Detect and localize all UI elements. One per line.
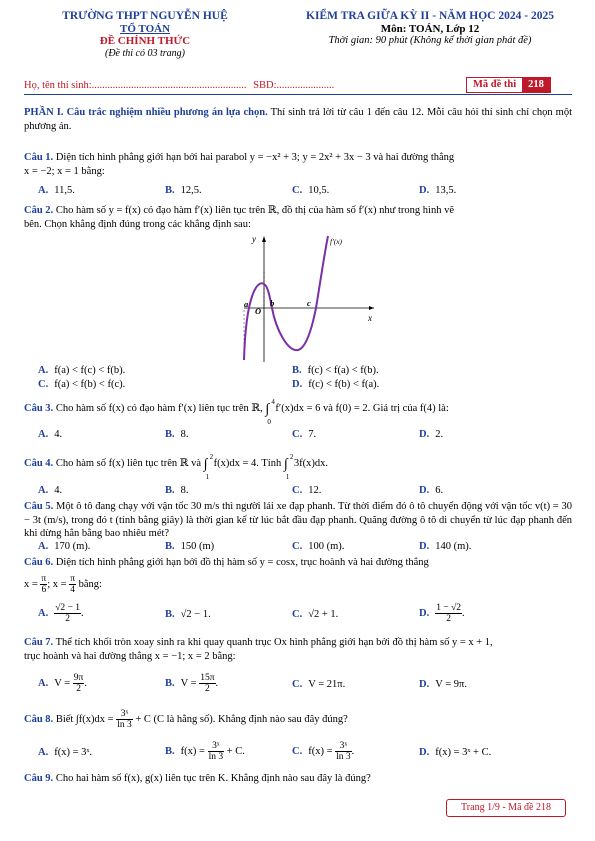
question-3: [24, 398, 572, 426]
option-text: 11,5.: [54, 185, 75, 196]
frac-num: π: [41, 574, 47, 585]
derivative-graph: [240, 232, 380, 366]
question-label: Câu 3.: [24, 403, 54, 414]
q7-option-b[interactable]: B. V = $\frac{15\pi}{2}$ .: [165, 673, 219, 695]
question-4: [24, 453, 572, 481]
y-axis-arrow: [262, 236, 266, 242]
frac-num: 3ˣ: [335, 741, 352, 752]
frac-den: 2: [65, 614, 70, 625]
frac-den: ln 3: [336, 752, 351, 763]
q6-option-c[interactable]: C. √2 + 1.: [292, 609, 339, 620]
point-a-label: a: [244, 299, 249, 309]
option-suffix: + C.: [224, 746, 245, 757]
fraction-pi-4: [69, 574, 76, 595]
q4-option-c[interactable]: C. 12.: [292, 485, 322, 496]
option-fraction: [435, 603, 462, 624]
integral-lower: 0: [267, 418, 271, 426]
y-axis-label: y: [252, 234, 256, 244]
question-text: Cho hai hàm số f(x), g(x) liên tục trên K. Khẳng định nào sau đây là đúng?: [53, 773, 371, 784]
q1-option-c[interactable]: C. 10,5.: [292, 185, 330, 196]
frac-num: π: [70, 574, 75, 585]
q6-option-d[interactable]: D. $\frac{1 - √2}{2}$ .: [419, 603, 465, 625]
question-text: Diện tích hình phẳng giới hạn bởi hai parabol y = −x² + 3; y = 2x² + 3x − 3 và hai đường thẳng: [53, 152, 455, 163]
q4-option-d[interactable]: D. 6.: [419, 485, 444, 496]
question-text-cont: + C (C là hằng số). Khẳng định nào sau đây đúng?: [132, 714, 348, 725]
x-axis-arrow: [369, 306, 374, 310]
frac-den: 2: [204, 684, 210, 695]
q2-option-d[interactable]: D. f(c) < f(b) < f(a).: [292, 379, 380, 390]
part1-heading: [24, 106, 572, 134]
exam-title: KIỂM TRA GIỮA KỲ II - NĂM HỌC 2024 - 2025: [306, 10, 554, 22]
option-text: 12.: [308, 485, 322, 496]
header-left: [30, 10, 260, 60]
integral-upper: 2: [289, 453, 294, 461]
option-text: 4.: [54, 429, 63, 440]
integral-sign: ∫ 4 0: [265, 402, 275, 418]
school-name: TRƯỜNG THPT NGUYỄN HUỆ: [62, 10, 228, 22]
integral-sign: ∫ 2 1: [204, 457, 214, 473]
q3-option-a[interactable]: A. 4.: [38, 429, 63, 440]
option-text: 10,5.: [308, 185, 330, 196]
question-text: Cho hàm số f(x) có đạo hàm f′(x) liên tục trên ℝ,: [53, 403, 266, 414]
frac-num: 3ˣ: [208, 741, 225, 752]
option-text: 12,5.: [180, 185, 202, 196]
exam-code-label: Mã đề thi: [473, 79, 517, 90]
frac-den: 2: [76, 684, 81, 695]
header-right: [280, 10, 580, 48]
frac-num: 9π: [73, 673, 84, 684]
q2-option-b[interactable]: B. f(c) < f(a) < f(b).: [292, 365, 379, 376]
q5-option-a[interactable]: A. 170 (m).: [38, 541, 91, 552]
question-1: [24, 151, 572, 179]
option-text: f(a) < f(b) < f(c).: [54, 379, 126, 390]
header-divider: [24, 94, 572, 95]
part1-instruction: Thí sinh trả lời từ câu 1 đến câu 12. Mỗi câu hỏi thí sinh chỉ chọn một phương án.: [24, 107, 572, 132]
option-fraction: [54, 603, 81, 624]
question-2: [24, 204, 572, 232]
question-text-cont: f′(x)dx = 6 và f(0) = 2. Giá trị của f(4) là:: [275, 403, 449, 414]
option-text: 7.: [308, 429, 317, 440]
candidate-sbd-label: SBD:......................: [253, 80, 335, 91]
q5-option-d[interactable]: D. 140 (m).: [419, 541, 472, 552]
x-equals: x =: [24, 579, 38, 590]
exam-subject: Môn: TOÁN, Lớp 12: [380, 22, 480, 35]
option-text: 140 (m).: [435, 541, 472, 552]
question-label: Câu 8.: [24, 714, 54, 725]
q2-option-c[interactable]: C. f(a) < f(b) < f(c).: [38, 379, 126, 390]
frac-den: ln 3: [117, 720, 132, 731]
frac-den: ln 3: [208, 752, 224, 763]
question-label: Câu 5.: [24, 501, 54, 512]
q6-option-b[interactable]: B. √2 − 1.: [165, 609, 211, 620]
question-text: Biết ∫f(x)dx =: [53, 714, 117, 725]
q3-option-d[interactable]: D. 2.: [419, 429, 444, 440]
option-text: V = 21π.: [308, 679, 346, 690]
q7-option-c[interactable]: C. V = 21π.: [292, 679, 346, 690]
question-text: Thể tích khối tròn xoay sinh ra khi quay quanh trục Ox hình phẳng giới hạn bởi đồ thị hàm số y = x + 1,: [53, 637, 493, 648]
question-text: Cho hàm số f(x) liên tục trên ℝ và: [53, 458, 204, 469]
derivative-curve: [244, 236, 328, 360]
q7-option-d[interactable]: D. V = 9π.: [419, 679, 467, 690]
point-c-label: c: [307, 298, 311, 308]
q6-option-a[interactable]: A. $\frac{√2 - 1}{2}$ .: [38, 603, 84, 625]
q8-option-a[interactable]: A. f(x) = 3ˣ.: [38, 747, 93, 758]
option-prefix: f(x) =: [180, 746, 205, 757]
part1-title: PHẦN I. Câu trắc nghiệm nhiều phương án lựa chọn.: [24, 107, 268, 118]
integral-sign: ∫ 2 1: [284, 457, 294, 473]
origin-label: O: [255, 306, 262, 316]
official-label: ĐỀ CHÍNH THỨC: [99, 35, 191, 47]
question-text: Một ô tô đang chạy với vận tốc 30 m/s thì người lái xe đạp phanh. Từ thời điểm đó ô tô chuyển động với vận tốc v(t) = 30 − 3t (m/s), trong đó t (tính bằng giây) là thời gian kể từ lúc bắt đầu đạp phanh. Quãng đường ô tô di chuyển từ lúc đạp phanh đến khi dừng hẳn bằng bao nhiêu mét?: [24, 501, 572, 539]
department: TỔ TOÁN: [119, 22, 171, 35]
option-prefix: f(x) =: [308, 746, 333, 757]
question-text: Diện tích hình phẳng giới hạn bởi đồ thị hàm số y = cosx, trục hoành và hai đường thẳng: [53, 557, 429, 568]
option-text: 13,5.: [435, 185, 457, 196]
question-6-cont: [24, 574, 572, 596]
frac-den: 2: [446, 614, 451, 625]
question-label: Câu 4.: [24, 458, 54, 469]
option-text: f(x) = 3ˣ.: [54, 747, 93, 758]
question-7: [24, 636, 572, 664]
frac-den: 6: [41, 585, 47, 596]
frac-num: 3ˣ: [116, 709, 133, 720]
integral-upper: 2: [209, 453, 214, 461]
question-text-end: 3f(x)dx.: [293, 458, 328, 469]
pages-note: (Đề thi có 03 trang): [105, 47, 185, 59]
option-text: 8.: [180, 429, 189, 440]
q8-option-d[interactable]: D. f(x) = 3ˣ + C.: [419, 747, 492, 758]
exam-code-box: [466, 77, 551, 93]
question-8: [24, 709, 572, 731]
q5-option-b[interactable]: B. 150 (m): [165, 541, 215, 552]
question-text: Cho hàm số y = f(x) có đạo hàm f′(x) liên tục trên ℝ, đồ thị của hàm số f′(x) như trong hình vẽ: [53, 205, 454, 216]
option-fraction: [335, 741, 352, 762]
option-text: 8.: [180, 485, 189, 496]
option-fraction: [199, 673, 215, 694]
frac-num: 1 − √2: [436, 603, 462, 614]
q1-option-d[interactable]: D. 13,5.: [419, 185, 457, 196]
q4-option-a[interactable]: A. 4.: [38, 485, 63, 496]
q1-option-b[interactable]: B. 12,5.: [165, 185, 202, 196]
option-text: 170 (m).: [54, 541, 91, 552]
option-text: f(c) < f(a) < f(b).: [307, 365, 379, 376]
question-label: Câu 2.: [24, 205, 54, 216]
integral-upper: 4: [271, 398, 275, 406]
exam-code-value: 218: [522, 78, 550, 92]
option-text: 2.: [435, 429, 444, 440]
option-fraction: [73, 673, 85, 694]
q1-option-a[interactable]: A. 11,5.: [38, 185, 75, 196]
question-6: [24, 556, 572, 570]
q2-option-a[interactable]: A. f(a) < f(c) < f(b).: [38, 365, 126, 376]
q8-option-c[interactable]: C. f(x) = $\frac{\text{3ˣ}}{\ln 3}$ .: [292, 741, 355, 763]
page-footer: Trang 1/9 - Mã đề 218: [446, 799, 566, 817]
q8-option-b[interactable]: B. f(x) = $\frac{\text{3ˣ}}{\ln 3}$ + C.: [165, 741, 245, 763]
option-text: V = 9π.: [435, 679, 467, 690]
question-tail: bằng:: [75, 579, 102, 590]
option-text: 6.: [435, 485, 444, 496]
question-text-cont: f(x)dx = 4. Tính: [213, 458, 284, 469]
question-text-cont: bên. Chọn khẳng định đúng trong các khẳng định sau:: [24, 219, 251, 230]
option-text: f(c) < f(b) < f(a).: [308, 379, 380, 390]
frac-den: 4: [70, 585, 75, 596]
q7-option-a[interactable]: A. V = $\frac{9\pi}{2}$ .: [38, 673, 87, 695]
option-text: 150 (m): [180, 541, 215, 552]
option-text: f(x) = 3ˣ + C.: [435, 747, 492, 758]
q5-option-c[interactable]: C. 100 (m).: [292, 541, 345, 552]
frac-num: 15π: [200, 673, 215, 684]
option-text: 4.: [54, 485, 63, 496]
question-text-cont: trục hoành và hai đường thẳng x = −1; x = 2 bằng:: [24, 651, 236, 662]
option-fraction: [208, 741, 225, 762]
question-label: Câu 7.: [24, 637, 54, 648]
question-label: Câu 9.: [24, 773, 54, 784]
frac-num: √2 − 1: [55, 603, 81, 614]
candidate-line: [24, 80, 334, 91]
point-b-label: b: [270, 298, 275, 308]
question-5: [24, 500, 572, 541]
question-9: [24, 772, 572, 786]
option-prefix: V =: [180, 678, 197, 689]
q4-option-b[interactable]: B. 8.: [165, 485, 189, 496]
q3-option-c[interactable]: C. 7.: [292, 429, 317, 440]
question-text-cont: x = −2; x = 1 bằng:: [24, 166, 105, 177]
option-text: f(a) < f(c) < f(b).: [54, 365, 126, 376]
integral-lower: 1: [205, 473, 210, 481]
question-fraction: [116, 709, 133, 730]
candidate-name-label: Họ, tên thí sinh:...........................................................: [24, 80, 247, 91]
x-axis-label: x: [368, 313, 372, 323]
integral-lower: 1: [285, 473, 290, 481]
exam-time: Thời gian: 90 phút (Không kể thời gian phát đề): [328, 35, 532, 46]
q3-option-b[interactable]: B. 8.: [165, 429, 189, 440]
option-text: √2 − 1.: [180, 609, 211, 620]
option-text: √2 + 1.: [308, 609, 339, 620]
option-prefix: V =: [54, 678, 71, 689]
question-label: Câu 1.: [24, 152, 54, 163]
question-label: Câu 6.: [24, 557, 54, 568]
curve-label: f′(x): [330, 237, 343, 246]
separator: ; x =: [47, 579, 67, 590]
option-text: 100 (m).: [308, 541, 345, 552]
